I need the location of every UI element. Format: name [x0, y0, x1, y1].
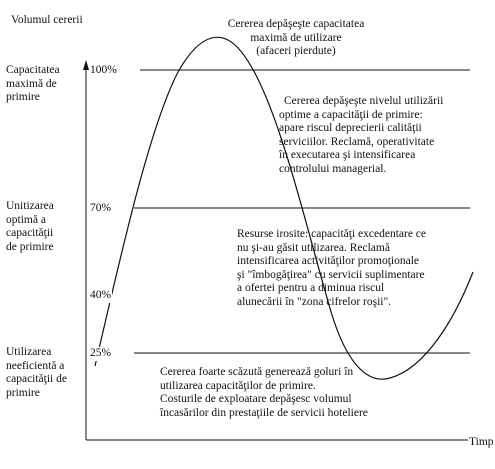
y-axis-label: Volumul cererii [11, 14, 83, 26]
level-label-100: Capacitatea maximă de primire [6, 64, 60, 103]
x-axis-label: Timp [469, 436, 494, 448]
level-label-25: Utilizarea neeficientă a capacităţii de primire [6, 346, 67, 399]
annotation-exceeds-max: Cererea depăşeşte capacitatea maximă de utilizare (afaceri pierdute) [227, 18, 365, 57]
tick-label-25: 25% [90, 347, 112, 359]
annotation-exceeds-optimal: Cererea depăşeşte nivelul utilizării optime a capacităţii de primire: apare riscul deprecierii calităţii serviciilor. Reclamă, operativitate în executarea şi intensificarea controlului managerial. [279, 95, 444, 175]
annotation-very-low-demand: Cererea foarte scăzută generează goluri în utilizarea capacităţilor de primire. Costurile de exploatare depăşesc volumul încasărilor din prestaţiile de servicii hoteliere [160, 366, 368, 419]
tick-label-40: 40% [90, 289, 112, 301]
annotation-wasted-resources: Resurse irosite: capacităţi excedentare ce nu şi-au găsit utilizarea. Reclamă intensificarea activităţilor promoţionale şi "îmbogăţirea" cu servicii suplimentare a ofertei pentru a diminua riscul alunecării în "zona cifrelor roşii". [237, 228, 427, 308]
tick-label-70: 70% [90, 202, 112, 214]
tick-label-100: 100% [90, 64, 117, 76]
level-label-70: Unitizarea optimă a capacităţii de primire [6, 200, 54, 253]
